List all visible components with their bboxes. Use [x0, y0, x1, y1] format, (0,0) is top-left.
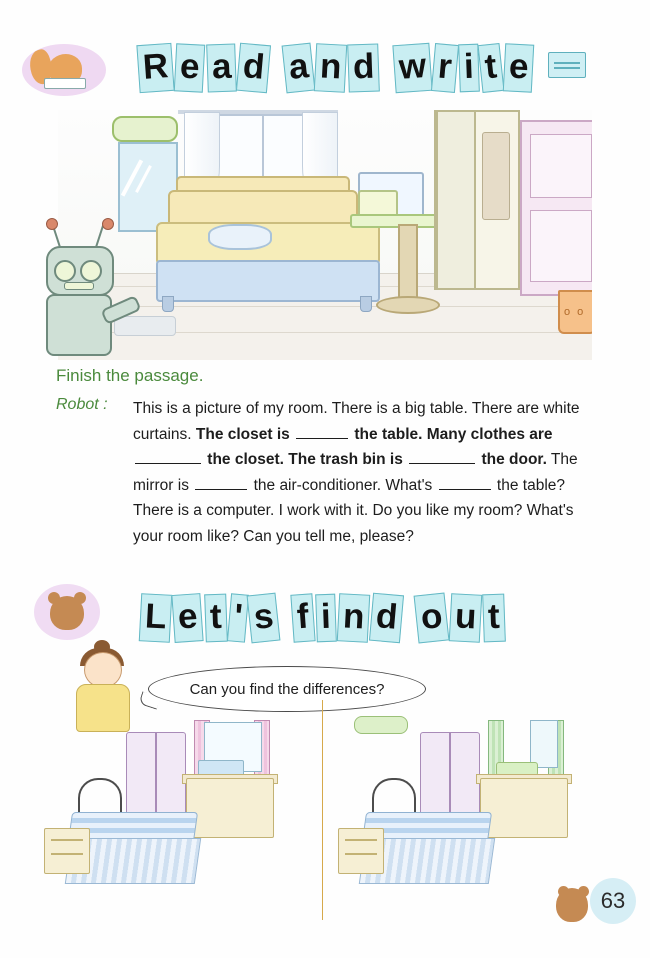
instruction-text: Finish the passage.	[56, 366, 204, 385]
title-letter-tile: n	[336, 593, 370, 643]
answer-blank[interactable]	[439, 489, 491, 490]
robot-body	[46, 294, 112, 356]
passage-part: the air-conditioner. What's	[249, 476, 437, 494]
table-base	[376, 296, 440, 314]
title-letter-tile: r	[431, 43, 459, 93]
title-letter-tile: t	[204, 594, 227, 643]
title-letter-tile: f	[291, 593, 316, 642]
title-letter-tile: e	[503, 43, 535, 92]
robot-antenna-ball-right	[102, 218, 114, 230]
title-letter-tile: d	[236, 43, 271, 94]
passage-part: The closet is	[195, 425, 295, 443]
bedroom-picture-a	[36, 716, 298, 906]
title-letter-tile: i	[458, 44, 479, 93]
pillow	[208, 224, 272, 250]
passage-part: the table? There is a computer. I work with it. Do you like my room? What's your room like? Can you tell me, please?	[133, 476, 574, 545]
speech-bubble-text: Can you find the differences?	[189, 680, 385, 698]
passage-part: the door.	[477, 451, 547, 468]
bed-base	[156, 260, 380, 302]
desk-icon	[186, 778, 274, 838]
clothes-icon	[482, 132, 510, 220]
desk-icon	[480, 778, 568, 838]
answer-blank[interactable]	[195, 489, 247, 490]
wardrobe-icon	[126, 732, 186, 816]
robot-mouth	[64, 282, 94, 290]
title-letter-tile: R	[136, 43, 175, 93]
passage-part: the table. Many clothes are	[350, 425, 553, 443]
page-bear-icon	[556, 888, 588, 922]
page-number: 63	[600, 888, 626, 913]
robot-eye-left	[54, 260, 76, 282]
table-leg	[398, 224, 418, 306]
bed-leg	[360, 296, 372, 312]
bed-headboard	[372, 778, 416, 814]
air-conditioner-icon	[112, 116, 178, 142]
passage-part: the closet. The trash bin is	[203, 451, 408, 468]
speech-bubble	[148, 666, 426, 712]
passage-part: This is a picture of my room. There is a big table. There are white curtains.	[133, 400, 580, 443]
title-letter-tile: n	[314, 43, 348, 93]
robot-antenna-ball-left	[46, 218, 58, 230]
mirror-icon	[530, 720, 558, 768]
robot-character	[18, 216, 138, 356]
book-icon	[44, 78, 86, 89]
door-panel	[530, 134, 592, 198]
cassette-icon	[548, 52, 586, 78]
passage-text	[133, 396, 595, 549]
title-letter-tile: a	[281, 43, 315, 94]
mirror-glint	[121, 159, 143, 196]
door-icon	[520, 120, 592, 296]
answer-blank[interactable]	[135, 463, 201, 464]
title-letter-tile: u	[449, 593, 483, 643]
title-letter-tile: '	[226, 593, 248, 642]
bed-headboard	[78, 778, 122, 814]
title-letter-tile: e	[174, 43, 206, 92]
section-title-lets-find-out	[140, 594, 507, 642]
robot-eye-right	[80, 260, 102, 282]
floor-line	[78, 306, 592, 307]
squirrel-mascot-icon	[22, 44, 106, 96]
bear-mascot-icon	[34, 584, 100, 640]
title-letter-tile: o	[414, 592, 450, 643]
bedroom-scene-illustration	[58, 110, 592, 360]
page-number-badge	[590, 878, 636, 924]
title-letter-tile: w	[392, 43, 432, 93]
title-letter-tile: d	[348, 43, 381, 92]
picture-divider	[322, 700, 323, 920]
title-letter-tile: i	[315, 594, 336, 643]
section-title-read-and-write	[138, 44, 536, 92]
speaker-label: Robot :	[56, 396, 108, 413]
title-letter-tile: t	[478, 43, 505, 93]
title-letter-tile: d	[369, 593, 404, 644]
trash-bin-face: o o	[564, 306, 586, 318]
bedroom-picture-b	[330, 716, 592, 906]
nightstand-icon	[44, 828, 90, 874]
title-letter-tile: L	[139, 593, 173, 643]
bed-leg	[162, 296, 174, 312]
title-letter-tile: e	[172, 593, 205, 643]
nightstand-icon	[338, 828, 384, 874]
title-letter-tile: s	[246, 593, 280, 644]
answer-blank[interactable]	[409, 463, 475, 464]
title-letter-tile: a	[206, 44, 237, 93]
bear-body	[50, 596, 84, 630]
answer-blank[interactable]	[296, 438, 348, 439]
wardrobe-icon	[420, 732, 480, 816]
title-letter-tile: t	[482, 594, 505, 643]
girl-head	[84, 652, 122, 688]
towel-icon	[354, 716, 408, 734]
door-panel	[530, 210, 592, 282]
closet-door	[436, 110, 476, 290]
passage-part: The mirror is	[133, 451, 578, 494]
